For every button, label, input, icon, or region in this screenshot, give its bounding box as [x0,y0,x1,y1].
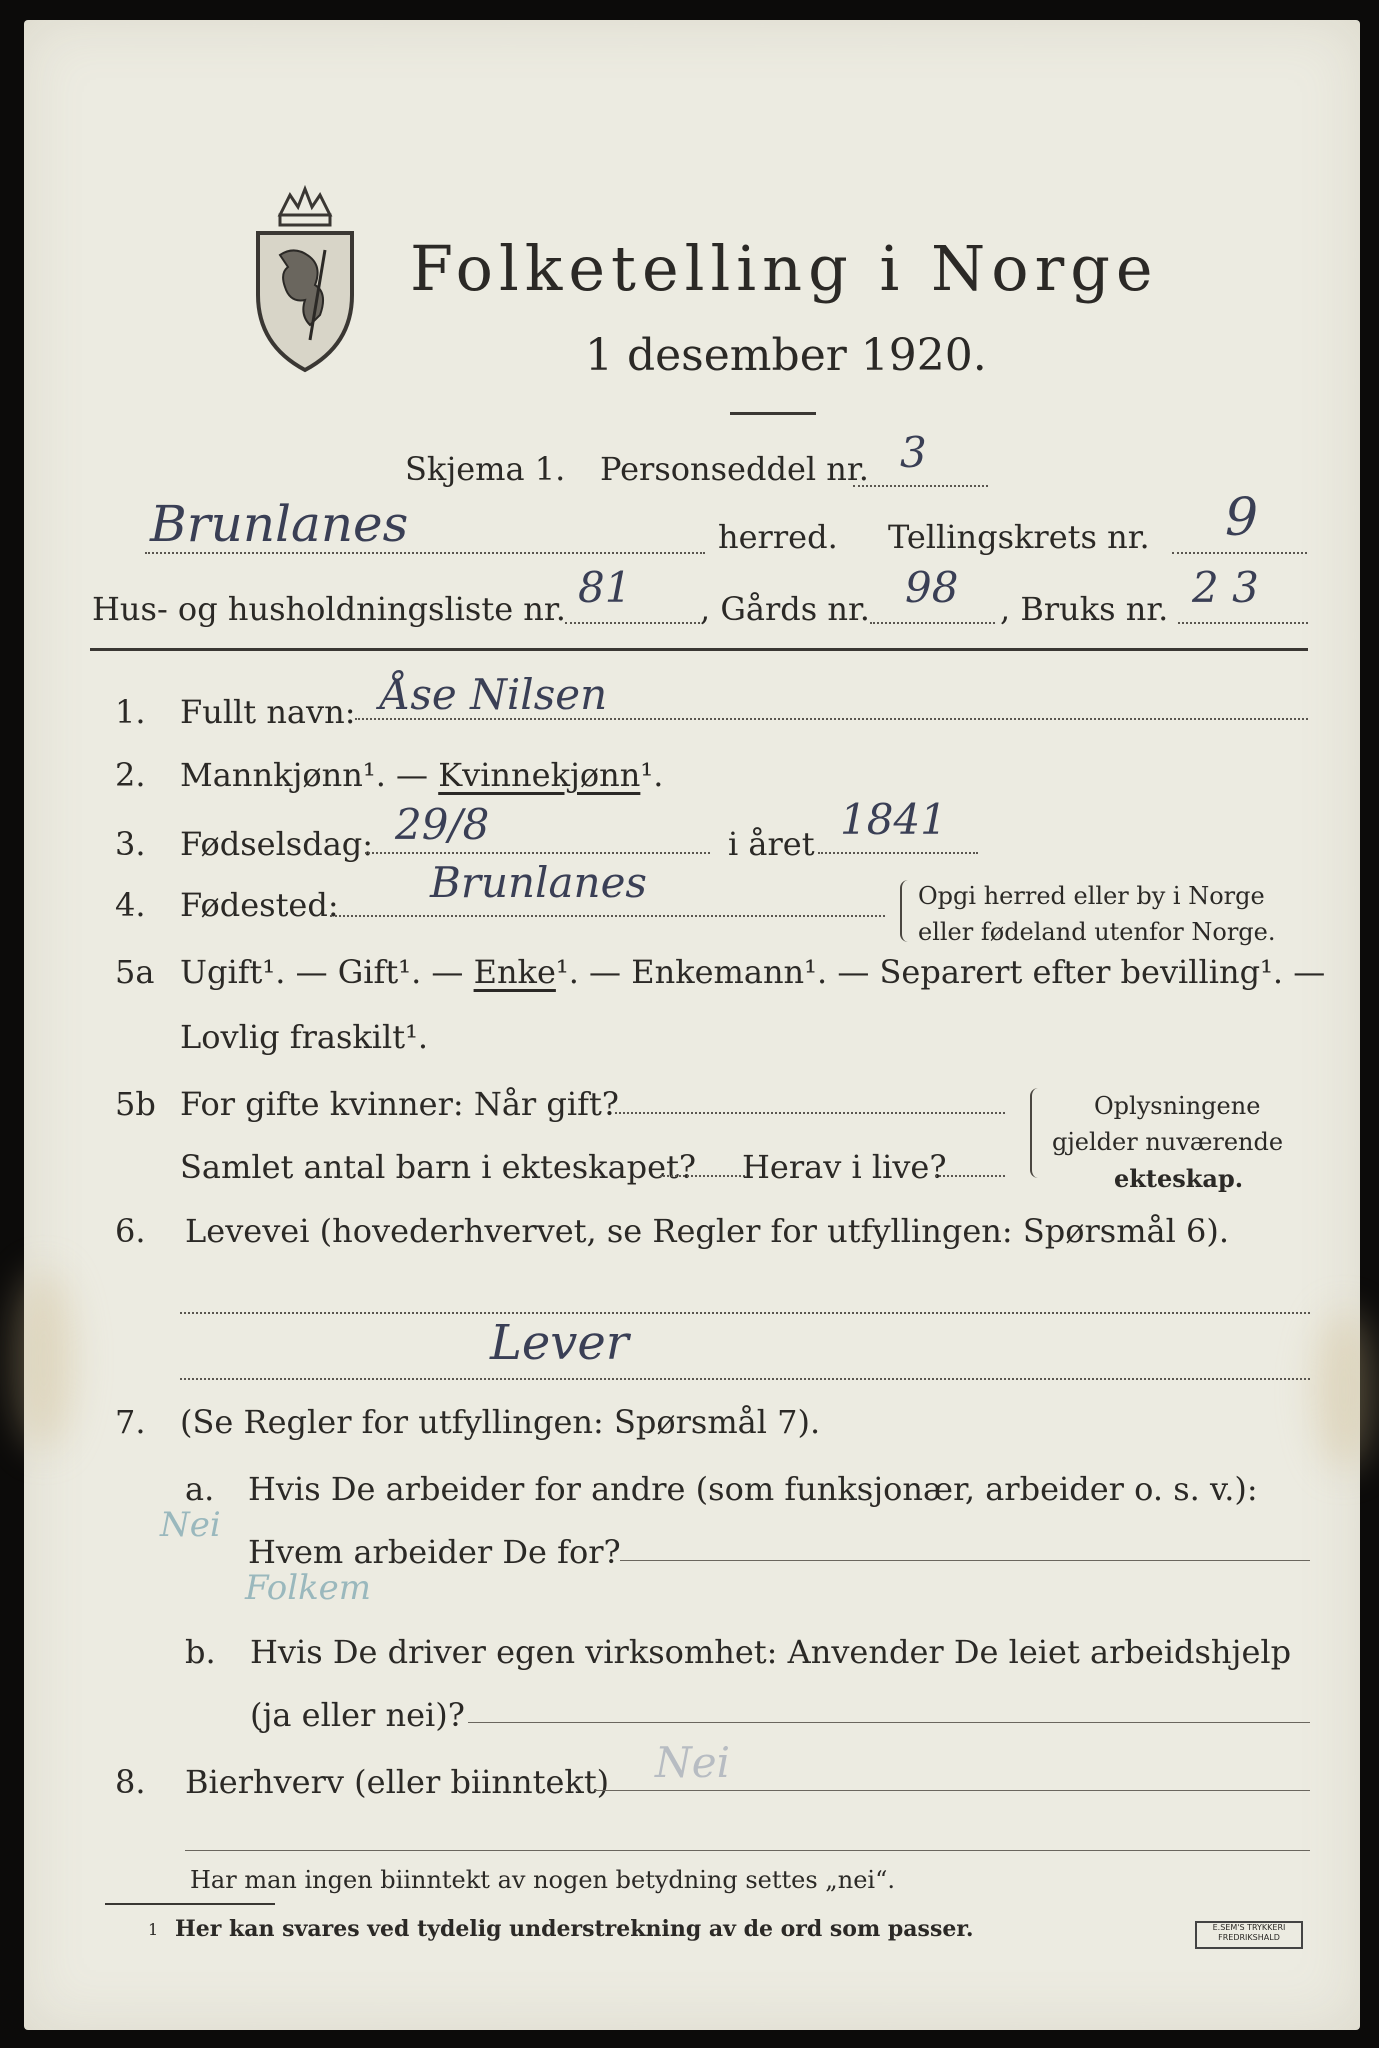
q1-value: Åse Nilsen [380,670,608,719]
q8-line2 [185,1850,1310,1851]
q7a-faint-note: Nei [160,1505,221,1545]
q6-line1 [180,1312,1310,1314]
personseddel-value: 3 [900,428,927,477]
q5b-when-married-label: For gifte kvinner: Når gift? [180,1085,619,1123]
q4-line [330,915,885,917]
q6-line2 [180,1378,1310,1380]
q7a-employer-line [620,1560,1310,1561]
q6-number: 6. [115,1212,146,1250]
footnote-text: Her kan svares ved tydelig understrekning av de ord som passer. [175,1916,974,1942]
q3-value: 29/8 [395,800,490,849]
hus-value: 81 [578,563,632,612]
q4-label: Fødested: [180,886,339,924]
q4-brace [900,880,910,942]
hus-label: Hus- og husholdningsliste nr. [92,590,566,628]
printer-stamp-line2: FREDRIKSHALD [1218,1933,1280,1942]
q7a-employer-label: Hvem arbeider De for? [248,1533,621,1571]
footnote-rule [105,1903,275,1905]
q8-note: Har man ingen biinntekt av nogen betydning settes „nei“. [190,1866,895,1894]
q4-value: Brunlanes [430,858,647,907]
bruks-value: 2 3 [1192,563,1259,612]
q4-note-line2: eller fødeland utenfor Norge. [918,918,1276,946]
q8-number: 8. [115,1763,146,1801]
tellingskrets-value: 9 [1225,488,1259,548]
q3-number: 3. [115,825,146,863]
gards-value: 98 [905,563,959,612]
q5a-options-start: Ugift¹. — Gift¹. — [180,953,464,991]
q7-label: (Se Regler for utfyllingen: Spørsmål 7). [180,1403,821,1441]
q7a-label: Hvis De arbeider for andre (som funksjonær, arbeider o. s. v.): [248,1470,1258,1508]
paper-stain [1314,1310,1374,1470]
herred-value: Brunlanes [150,495,409,553]
q4-note-line1: Opgi herred eller by i Norge [918,882,1265,910]
q5b-alive-label: Herav i live? [742,1148,947,1186]
tellingskrets-label: Tellingskrets nr. [888,518,1150,556]
q2-female-option: Kvinnekjønn [438,756,641,794]
printer-stamp [1195,1921,1303,1949]
q4-number: 4. [115,886,146,924]
q7b-letter: b. [185,1633,216,1671]
q6-value: Lever [490,1315,629,1371]
q2-male-option: Mannkjønn¹. — [180,756,429,794]
q5b-children-line [660,1175,745,1177]
q5b-alive-line [935,1175,1005,1177]
title-divider [730,412,816,415]
q7a-faint-mark: Folkem [245,1568,372,1608]
q5b-note-line3: ekteskap. [1114,1164,1244,1193]
q2-suffix: ¹. [640,756,664,794]
hus-line [565,622,700,624]
printer-stamp-line1: E.SEM'S TRYKKERI [1212,1923,1286,1932]
q7b-label: Hvis De driver egen virksomhet: Anvender De leiet arbeidshjelp [250,1633,1292,1671]
form-date: 1 desember 1920. [585,330,987,381]
personseddel-line [853,485,988,487]
q5b-children-label: Samlet antal barn i ekteskapet? [180,1148,697,1186]
q7-number: 7. [115,1403,146,1441]
paper-stain [14,1270,74,1450]
q5b-number: 5b [115,1085,156,1123]
gards-line [870,622,995,624]
bruks-label: , Bruks nr. [1000,590,1169,628]
q1-number: 1. [115,693,146,731]
footnote-mark: 1 [148,1920,159,1939]
q5a-number: 5a [115,953,155,991]
q7a-letter: a. [185,1470,215,1508]
q5a-options-end: ¹. — Enkemann¹. — Separert efter bevilling¹. — [555,953,1326,991]
q3-label: Fødselsdag: [180,825,374,863]
q5b-when-married-line [615,1112,1005,1114]
q2-row [180,756,663,794]
header-rule [90,648,1308,651]
q3-year-value: 1841 [840,795,947,844]
q6-label: Levevei (hovederhvervet, se Regler for utfyllingen: Spørsmål 6). [185,1212,1230,1250]
q1-label: Fullt navn: [180,693,356,731]
gards-label: , Gårds nr. [700,590,870,628]
form-title: Folketelling i Norge [410,232,1159,305]
bruks-line [1178,622,1308,624]
q5a-widow-option: Enke [473,953,556,991]
herred-label: herred. [718,518,838,556]
q5b-note-line2: gjelder nuværende [1052,1128,1284,1156]
q5b-brace [1030,1088,1040,1178]
q3-year-label: i året [728,825,815,863]
q8-value: Nei [655,1738,731,1787]
q3-line [365,852,710,854]
tellingskrets-line [1172,552,1307,554]
norwegian-coat-of-arms-icon [250,175,360,375]
q8-line1 [595,1790,1310,1791]
q7b-yes-no-label: (ja eller nei)? [250,1696,465,1734]
q5b-note-line1: Oplysningene [1094,1092,1261,1120]
personseddel-label: Personseddel nr. [600,450,869,488]
q3-year-line [818,852,978,854]
q2-number: 2. [115,756,146,794]
q5a-divorced-option: Lovlig fraskilt¹. [180,1018,429,1056]
skjema-label: Skjema 1. [405,450,566,488]
q5a-row [180,953,1325,991]
q8-label: Bierhverv (eller biinntekt) [185,1763,610,1801]
q7b-line [468,1722,1310,1723]
